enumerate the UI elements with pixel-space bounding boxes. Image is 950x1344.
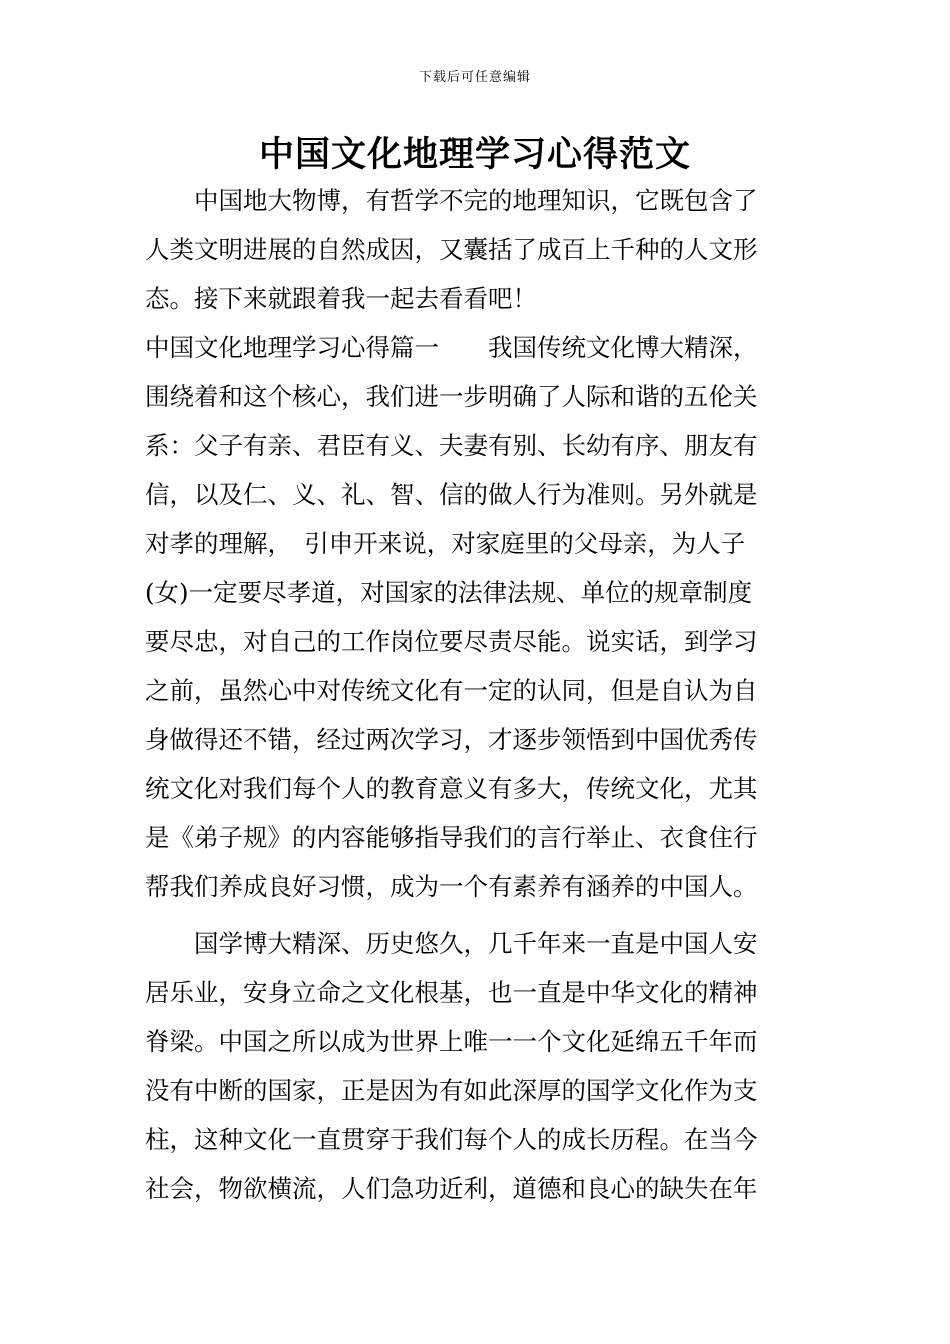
page-header-note: 下载后可任意编辑 — [418, 70, 531, 85]
text-line: 帮我们养成良好习惯，成为一个有素养有涵养的中国人。 — [145, 872, 758, 901]
paragraph-gap — [145, 911, 808, 919]
text-line: 中国文化地理学习心得篇一 我国传统文化博大精深， — [145, 333, 758, 362]
text-line: 对孝的理解， 引申开来说，对家庭里的父母亲，为人子 — [145, 529, 746, 558]
text-line: 态。接下来就跟着我一起去看看吧！ — [145, 284, 537, 313]
document-title: 中国文化地理学习心得范文 — [258, 135, 691, 175]
text-line: 居乐业，安身立命之文化根基，也一直是中华文化的精神 — [145, 978, 758, 1007]
text-line: 身做得还不错，经过两次学习，才逐步领悟到中国优秀传 — [145, 725, 758, 754]
text-line: 之前，虽然心中对传统文化有一定的认同，但是自认为自 — [145, 676, 758, 705]
text-line: (女)一定要尽孝道，对国家的法律法规、单位的规章制度 — [145, 578, 753, 607]
text-line: 要尽忠，对自己的工作岗位要尽责尽能。说实话，到学习 — [145, 627, 758, 656]
text-line: 统文化对我们每个人的教育意义有多大，传统文化，尤其 — [145, 774, 758, 803]
text-line: 社会，物欲横流，人们急功近利，道德和良心的缺失在年 — [145, 1174, 758, 1203]
document-body — [145, 176, 808, 1213]
text-line: 人类文明进展的自然成因，又囊括了成百上千种的人文形 — [145, 235, 758, 264]
text-line: 围绕着和这个核心，我们进一步明确了人际和谐的五伦关 — [145, 382, 758, 411]
text-line: 国学博大精深、历史悠久，几千年来一直是中国人安 — [145, 929, 758, 958]
text-line: 信，以及仁、义、礼、智、信的做人行为准则。另外就是 — [145, 480, 758, 509]
text-line: 脊梁。中国之所以成为世界上唯一一个文化延绵五千年而 — [145, 1027, 758, 1056]
text-line: 系：父子有亲、君臣有义、夫妻有别、长幼有序、朋友有 — [145, 431, 758, 460]
text-line: 是《弟子规》的内容能够指导我们的言行举止、衣食住行 — [145, 823, 758, 852]
text-line: 没有中断的国家，正是因为有如此深厚的国学文化作为支 — [145, 1076, 758, 1105]
text-line: 柱，这种文化一直贯穿于我们每个人的成长历程。在当今 — [145, 1125, 758, 1154]
text-line: 中国地大物博，有哲学不完的地理知识，它既包含了 — [145, 186, 758, 215]
